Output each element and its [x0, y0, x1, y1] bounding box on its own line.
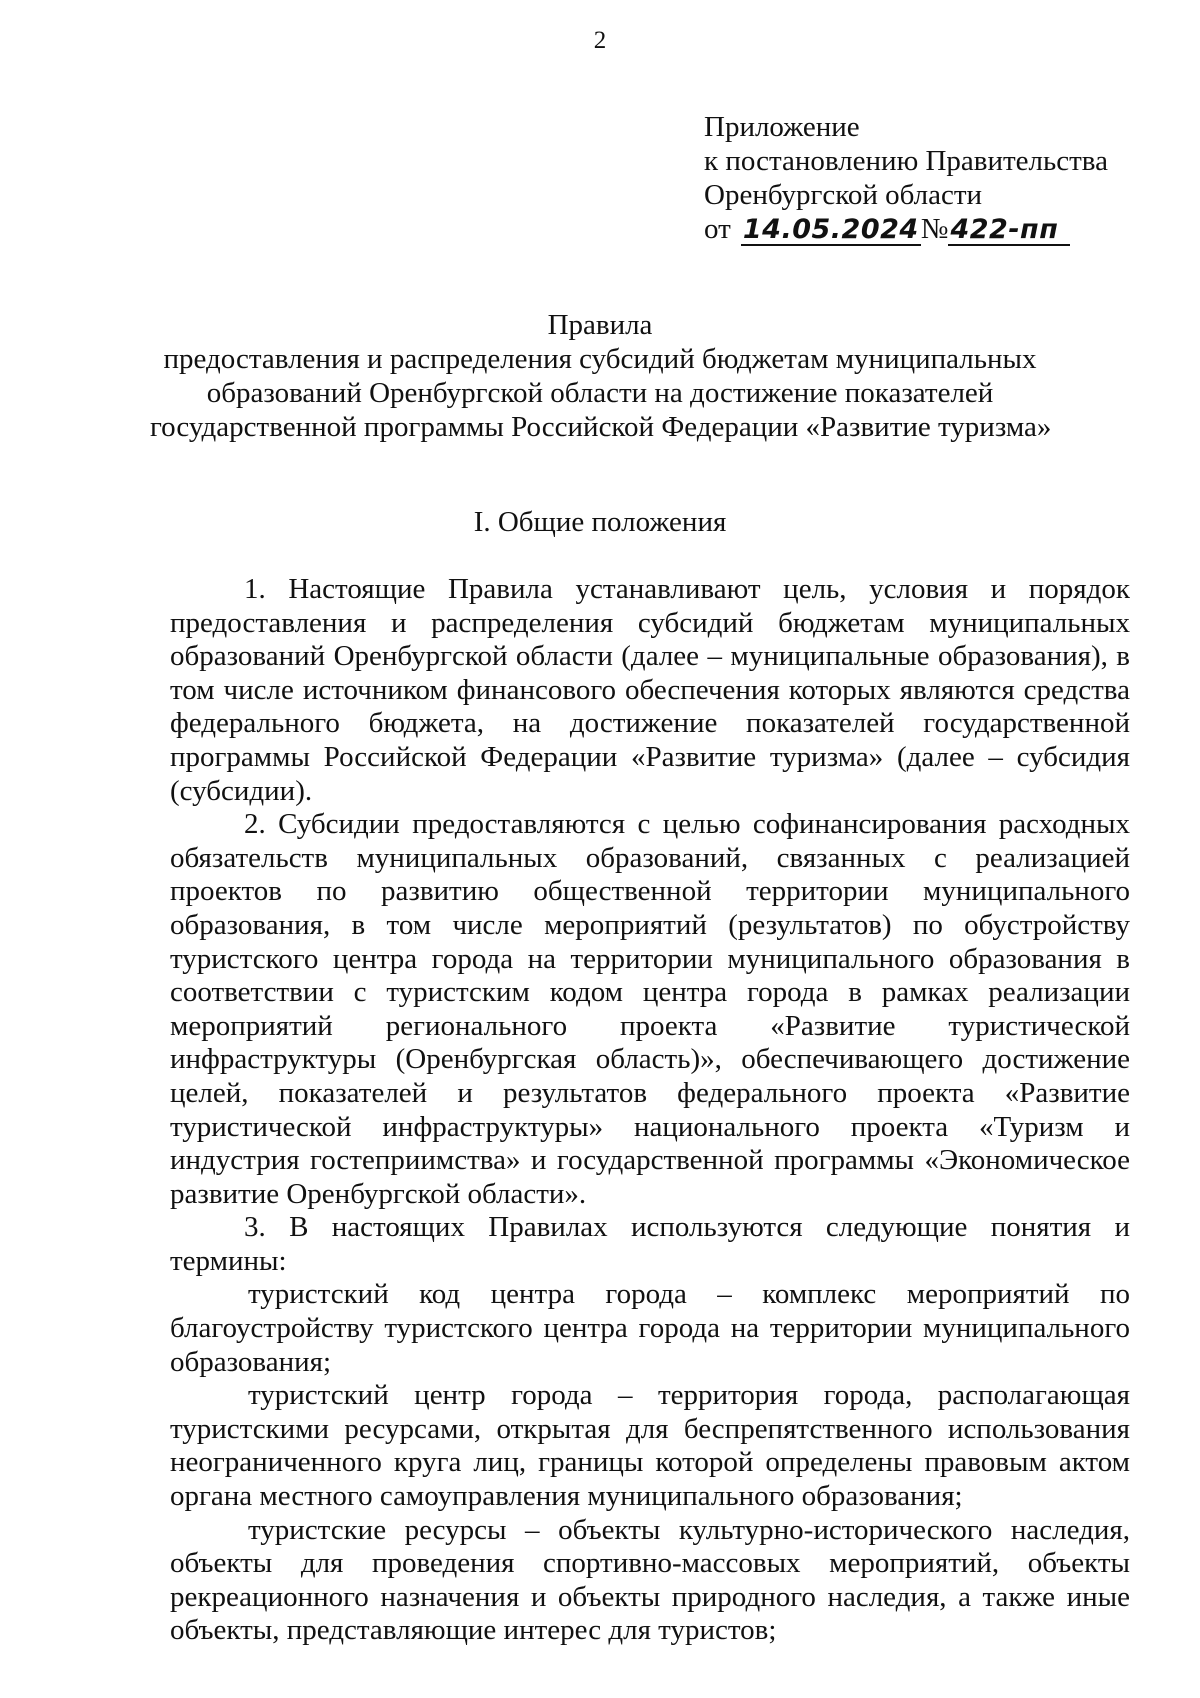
- appendix-block: [704, 110, 1144, 246]
- paragraph-3: 3. В настоящих Правилах используются следующие понятия и термины:: [170, 1211, 1130, 1277]
- appendix-line-1: Приложение: [704, 111, 860, 143]
- definition-tourist-resources: туристские ресурсы – объекты культурно-исторического наследия, объекты для проведения спортивно-массовых мероприятий, объекты рекреационного назначения и объекты природного наследия, а также иные объекты, представляющие интерес для туристов;: [170, 1513, 1130, 1647]
- page-number: 2: [593, 27, 607, 54]
- appendix-line-2: к постановлению Правительства: [704, 145, 1108, 177]
- title-line-3: образований Оренбургской области на достижение показателей: [206, 377, 994, 409]
- title-line-1: Правила: [547, 309, 653, 341]
- date-prefix: от: [704, 213, 731, 245]
- appendix-line-3: Оренбургской области: [704, 179, 983, 211]
- handwritten-number: 422-пп: [948, 216, 1070, 246]
- title-line-2: предоставления и распределения субсидий бюджетам муниципальных: [163, 343, 1037, 375]
- document-title: [150, 308, 1050, 444]
- paragraph-2: 2. Субсидии предоставляются с целью софинансирования расходных обязательств муниципальных образований, связанных с реализацией проектов по развитию общественной территории муниципального образования, в том числе мероприятий (результатов) по обустройству туристского центра города на территории муниципального образования в соответствии с туристским кодом центра города в рамках реализации мероприятий регионального проекта «Развитие туристической инфраструктуры (Оренбургская область)», обеспечивающего достижение целей, показателей и результатов федерального проекта «Развитие туристической инфраструктуры» национального проекта «Туризм и индустрия гостеприимства» и государственной программы «Экономическое развитие Оренбургской области».: [170, 808, 1130, 1210]
- number-sign: №: [920, 213, 949, 245]
- body-text: [170, 573, 1130, 1648]
- title-line-4: государственной программы Российской Федерации «Развитие туризма»: [150, 411, 1052, 443]
- appendix-date-line: [704, 212, 1144, 246]
- definition-city-code: туристский код центра города – комплекс мероприятий по благоустройству туристского центра города на территории муниципального образования;: [170, 1278, 1130, 1378]
- definition-city-center: туристский центр города – территория города, располагающая туристскими ресурсами, открытая для беспрепятственного использования неограниченного круга лиц, границы которой определены правовым актом органа местного самоуправления муниципального образования;: [170, 1379, 1130, 1513]
- paragraph-1: 1. Настоящие Правила устанавливают цель, условия и порядок предоставления и распределения субсидий бюджетам муниципальных образований Оренбургской области (далее – муниципальные образования), в том числе источником финансового обеспечения которых являются средства федерального бюджета, на достижение показателей государственной программы Российской Федерации «Развитие туризма» (далее – субсидия (субсидии).: [170, 573, 1130, 807]
- section-heading: I. Общие положения: [473, 506, 727, 538]
- handwritten-date: 14.05.2024: [741, 216, 921, 246]
